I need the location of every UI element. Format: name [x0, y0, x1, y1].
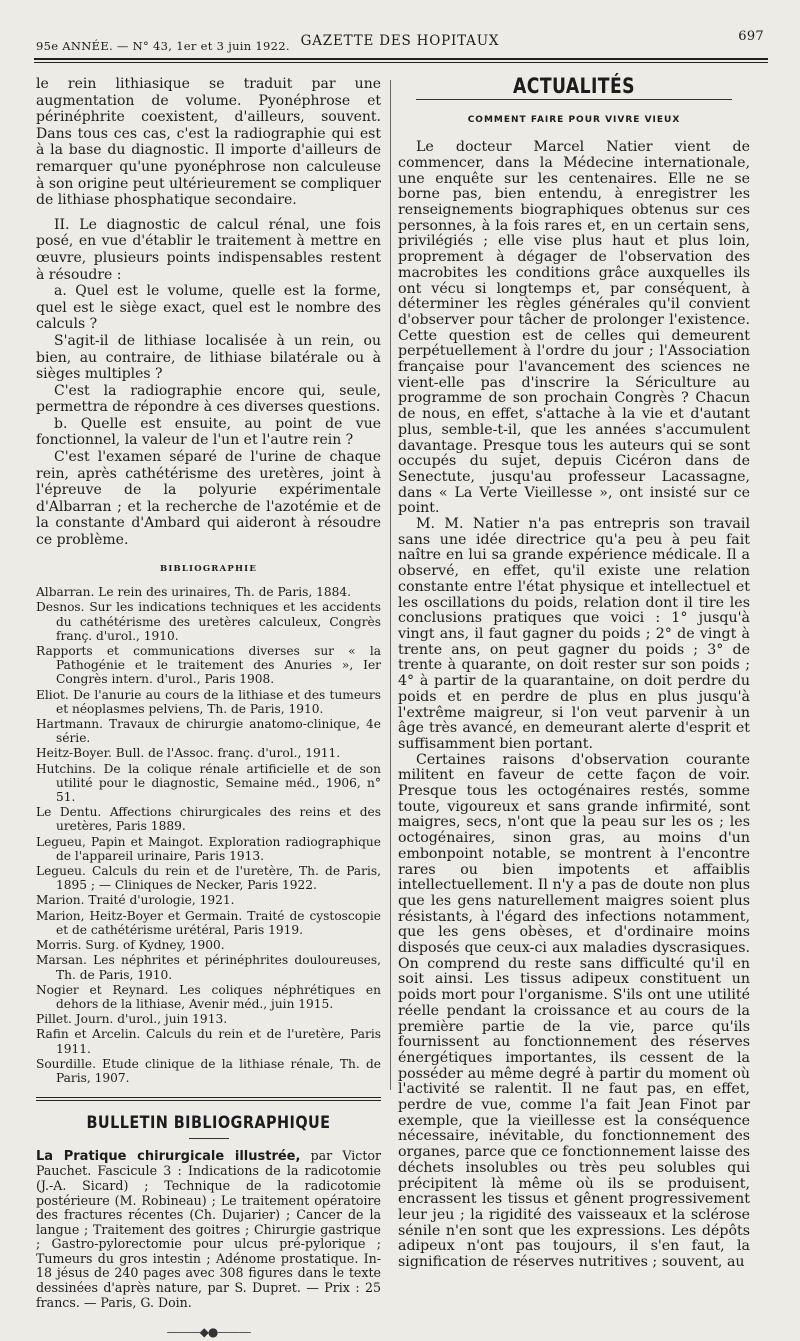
bib-entry: Desnos. Sur les indications techniques et les accidents du cathétérisme des uretères calculeux, Congrès franç. d'urol., 1910. — [36, 600, 381, 643]
bib-entry: Pillet. Journ. d'urol., juin 1913. — [36, 1012, 228, 1027]
journal-title: GAZETTE DES HOPITAUX — [300, 33, 500, 49]
bib-entry: Heitz-Boyer. Bull. de l'Assoc. franç. d'urol., 1911. — [36, 746, 341, 761]
page-number: 697 — [738, 29, 764, 44]
paragraph: M. M. Natier n'a pas entrepris son travail sans une idée directrice qu'a peu à peu fait naître en lui sa grande expérience médicale. Il a observé, en effet, qu'il existe une relation constante entre l'état physique et intellectuel et les oscillations du poids, relation dont il tire les conclusions pratiques que voici : 1° jusqu'à vingt ans, il faut gagner du poids ; 2° de vingt à trente ans, on peut gagner du poids ; 3° de trente à quarante, on doit rester sur son poids ; 4° à partir de la quarantaine, on doit perdre du poids et en perdre de plus en plus jusqu'à l'extrême maigreur, si l'on veut parvenir à un âge très avancé, en demeurant alerte d'esprit et suffisamment bien portant. — [398, 516, 750, 752]
bib-entry: Hartmann. Travaux de chirurgie anatomo-clinique, 4e série. — [36, 717, 381, 746]
bib-entry: Albarran. Le rein des urinaires, Th. de Paris, 1884. — [36, 585, 352, 600]
paragraph: a. Quel est le volume, quelle est la forme, quel est le siège exact, quel est le nombre des calculs ? — [36, 283, 381, 333]
bulletin-lead: La Pratique chirurgicale illustrée, — [36, 1148, 301, 1164]
title-underline — [189, 1138, 229, 1139]
article-subtitle: COMMENT FAIRE POUR VIVRE VIEUX — [467, 114, 681, 125]
header-rule — [34, 58, 768, 60]
bib-entry: Sourdille. Etude clinique de la lithiase rénale, Th. de Paris, 1907. — [36, 1056, 381, 1085]
bib-entry: Marsan. Les néphrites et périnéphrites douloureuses, Th. de Paris, 1910. — [36, 953, 381, 982]
left-column — [36, 76, 381, 1341]
bibliography-heading: BIBLIOGRAPHIE — [159, 563, 258, 574]
paragraph: le rein lithiasique se traduit par une augmentation de volume. Pyonéphrose et périnéphrite coexistent, d'ailleurs, souvent. Dans tous ces cas, c'est la radiographie qui est à la base du diagnostic. Il importe d'ailleurs de remarquer qu'une pyonéphrose non calculeuse à son origine peut ultérieurement se compliquer de lithiase phosphatique secondaire. — [36, 76, 381, 209]
paragraph: Certaines raisons d'observation courante militent en faveur de cette façon de voir. Presque tous les octogénaires restés, somme toute, vigoureux et sans grande infirmité, sont maigres, secs, n'ont que la peau sur les os ; les octogénaires, sinon gras, au moins d'un embonpoint notable, se montrent à l'encontre rares ou bien impotents et affaiblis intellectuellement. Il n'y a pas de doute non plus que les gens naturellement maigres soient plus résistants, à l'égard des infections notamment, que les gens obèses, et d'ordinaire moins disposés que ceux-ci aux maladies dyscrasiques. On comprend du reste sans difficulté qu'il en soit ainsi. Les tissus adipeux constituent un poids mort pour l'organisme. S'ils ont une utilité réelle pendant la croissance et au cours de la première partie de la vie, parce qu'ils fournissent au fonctionnement des réserves énergétiques importantes, ils cessent de la posséder au même degré à partir du moment où l'activité se ralentit. Il ne faut pas, en effet, perdre de vue, comme l'a fait Jean Finot par exemple, que la vieillesse est la conséquence nécessaire, inévitable, du fonctionnement des organes, parce que ce fonctionnement laisse des déchets insolubles ou très peu solubles qui précipitent là même où ils se produisent, encrassent les tissus et gênent progressivement leur jeu ; la rigidité des vaisseaux et la sclérose sénile n'en sont que les expressions. Les dépôts adipeux n'ont pas toujours, il s'en faut, la signification de réserves nutritives ; souvent, au — [398, 751, 750, 1271]
header-rule-thin — [34, 62, 768, 63]
right-column — [398, 76, 750, 1271]
bib-entry: Eliot. De l'anurie au cours de la lithiase et des tumeurs et néoplasmes pelviens, Th. de Paris, 1910. — [36, 687, 381, 716]
section-rule — [36, 1097, 381, 1098]
bib-entry: Le Dentu. Affections chirurgicales des reins et des uretères, Paris 1889. — [36, 805, 381, 834]
bibliography-list — [36, 585, 381, 1085]
bulletin-entry — [36, 1149, 381, 1311]
bib-entry: Rafin et Arcelin. Calculs du rein et de l'uretère, Paris 1911. — [36, 1027, 381, 1056]
paragraph: II. Le diagnostic de calcul rénal, une fois posé, en vue d'établir le traitement à mettre en œuvre, plusieurs points indispensables restent à résoudre : — [36, 216, 381, 283]
bib-entry: Nogier et Reynard. Les coliques néphrétiques en dehors de la lithiase, Avenir méd., juin 1915. — [36, 982, 381, 1011]
paragraph: C'est la radiographie encore qui, seule, permettra de répondre à ces diverses questions. — [36, 382, 381, 416]
bulletin-title: BULLETIN BIBLIOGRAPHIQUE — [86, 1113, 331, 1134]
title-rule — [416, 99, 732, 100]
paragraph: C'est l'examen séparé de l'urine de chaque rein, après cathétérisme des uretères, joint à l'épreuve de la polyurie expérimentale d'Albarran ; et la recherche de l'azotémie et de la constante d'Ambard qui aideront à résoudre ce problème. — [36, 449, 381, 549]
bulletin-text: par Victor Pauchet. Fascicule 3 : Indications de la radicotomie (J.-A. Sicard) ; Technique de la radicotomie postérieure (M. Robineau) ; Le traitement opératoire des fractures récentes (Ch. Dujarier) ; Cancer de la langue ; Traitement des goitres ; Chirurgie gastrique ; Gastro-pylorectomie pour ulcus pré-pylorique ; Tumeurs du gros intestin ; Adénome prostatique. In-18 jésus de 240 pages avec 308 figures dans le texte dessinées d'après nature, par S. Dupret. — Prix : 25 francs. — Paris, G. Doin. — [36, 1147, 381, 1310]
paragraph: b. Quelle est ensuite, au point de vue fonctionnel, la valeur de l'un et l'autre rein ? — [36, 415, 381, 449]
section-title: ACTUALITÉS — [513, 74, 635, 98]
paragraph: S'agit-il de lithiase localisée à un rein, ou bien, au contraire, de lithiase bilatérale ou à sièges multiples ? — [36, 332, 381, 383]
bib-entry: Rapports et communications diverses sur « la Pathogénie et le traitement des Anuries », Ier Congrès intern. d'urol., Paris 1908. — [36, 644, 381, 687]
ornament: ———◆●——— — [166, 1325, 251, 1340]
bib-entry: Legueu, Papin et Maingot. Exploration radiographique de l'appareil urinaire, Paris 1913. — [36, 834, 381, 863]
paragraph: Le docteur Marcel Natier vient de commencer, dans la Médecine internationale, une enquête sur les centenaires. Elle ne se borne pas, bien entendu, à enregistrer les renseignements biographiques obtenus sur ces personnes, à la fois rares et, en un certain sens, privilégiés ; elle vise plus haut et plus loin, proprement à dégager de l'observation des macrobites les conditions grâce auxquelles ils ont vécu si longtemps et, par conséquent, à déterminer les règles générales qu'il convient d'observer pour tâcher de prolonger l'existence. Cette question est de celles qui demeurent perpétuellement à l'ordre du jour ; l'Association française pour l'avancement des sciences ne vient-elle pas d'inscrire la Sériculture au programme de son prochain Congrès ? Chacun de nous, en effet, s'attache à la vie et d'autant plus, semble-t-il, que les années s'accumulent davantage. Presque tous les auteurs qui se sont occupés du sujet, depuis Cicéron dans de Senectute, jusqu'au professeur Lacassagne, dans « La Verte Vieillesse », ont insisté sur ce point. — [398, 139, 750, 517]
bib-entry: Marion, Heitz-Boyer et Germain. Traité de cystoscopie et de cathétérisme urétéral, Paris 1919. — [36, 908, 381, 937]
bib-entry: Hutchins. De la colique rénale artificielle et de son utilité pour le diagnostic, Semaine méd., 1906, n° 51. — [36, 761, 381, 805]
bib-entry: Marion. Traité d'urologie, 1921. — [36, 893, 235, 908]
bib-entry: Legueu. Calculs du rein et de l'uretère, Th. de Paris, 1895 ; — Cliniques de Necker, Paris 1922. — [36, 864, 381, 893]
issue-info: 95e ANNÉE. — N° 43, 1er et 3 juin 1922. — [36, 39, 290, 53]
bib-entry: Morris. Surg. of Kydney, 1900. — [36, 938, 225, 953]
column-divider — [390, 80, 391, 1090]
section-rule-thin — [36, 1100, 381, 1101]
